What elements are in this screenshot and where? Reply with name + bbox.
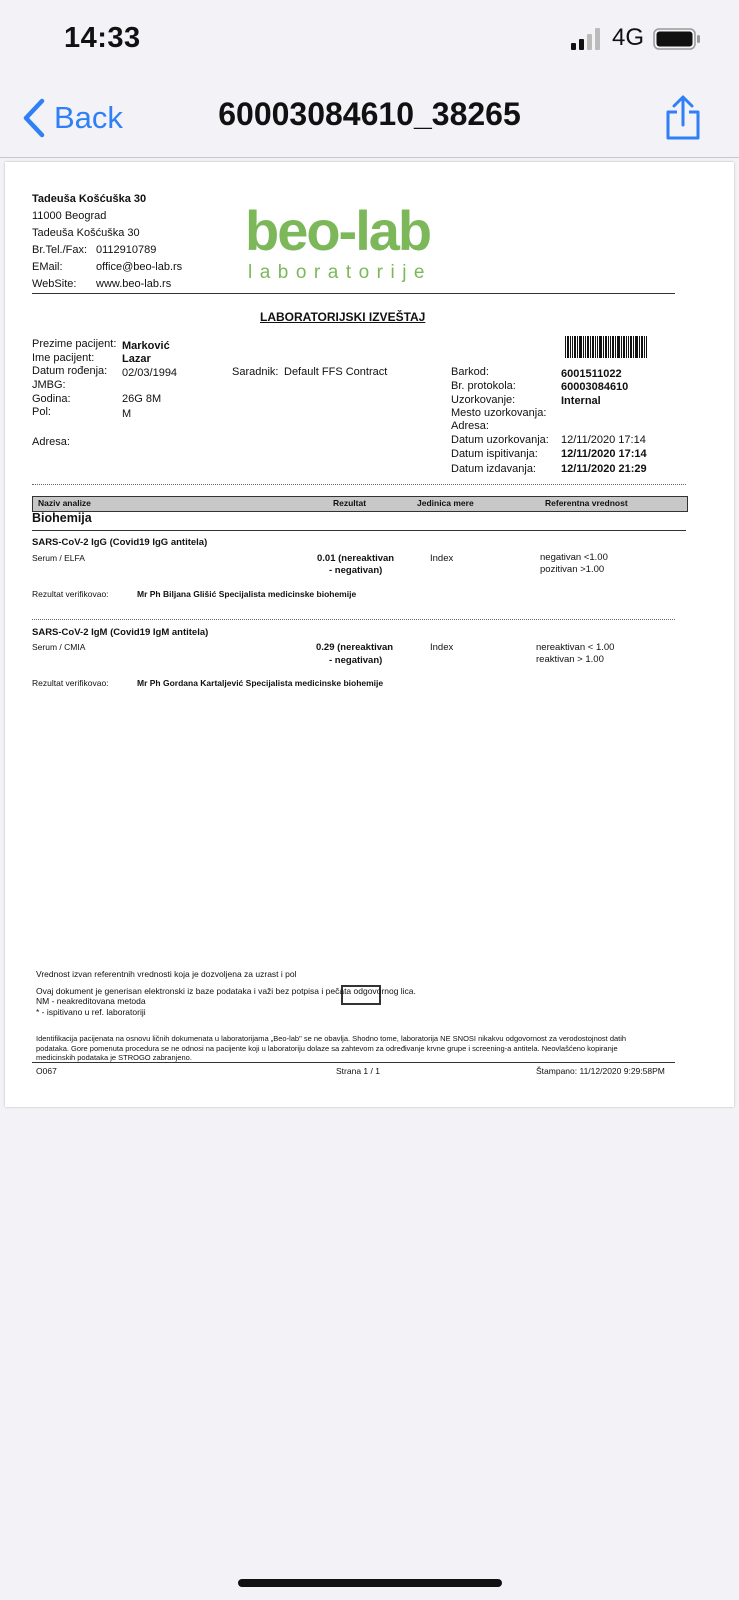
test-result — [317, 553, 394, 564]
section-title: Biohemija — [32, 511, 92, 525]
protocol-label: Br. protokola: — [451, 380, 516, 392]
name-value: Lazar — [122, 353, 151, 365]
beo-lab-logo-subtitle: laboratorije — [248, 262, 432, 283]
footer-note-1: Ovaj dokument je generisan elektronski iz baze podataka i važi bez potpisa i pečata odgovornog lica. — [36, 986, 416, 996]
barcode-label: Barkod: — [451, 366, 489, 378]
barcode-value: 6001511022 — [561, 368, 622, 380]
test-unit: Index — [430, 642, 454, 653]
lab-tel-label: Br.Tel./Fax: — [32, 244, 88, 256]
disclaimer-line-3: medicinskih podataka je STROGO zabranjeno. — [36, 1053, 192, 1062]
test-result — [316, 642, 393, 653]
results-table-header — [32, 496, 688, 512]
associate-value: Default FFS Contract — [284, 366, 388, 378]
section-divider — [32, 530, 686, 531]
reference-line-2: reaktivan > 1.00 — [536, 654, 604, 665]
name-label: Ime pacijent: — [32, 352, 95, 364]
age-label: Godina: — [32, 393, 71, 405]
result-value: 0.29 — [316, 642, 335, 653]
patient-address-label: Adresa: — [32, 436, 70, 448]
status-time: 14:33 — [64, 22, 141, 54]
sampling-date-value: 12/11/2020 17:14 — [561, 434, 646, 446]
test-sample-type: Serum / CMIA — [32, 642, 86, 652]
back-label: Back — [54, 100, 123, 135]
dob-label: Datum rođenja: — [32, 365, 108, 377]
test-divider — [32, 619, 675, 620]
page-number: Strana 1 / 1 — [336, 1066, 380, 1076]
pdf-page[interactable] — [5, 162, 734, 1107]
share-icon[interactable] — [664, 95, 702, 141]
col-header-unit: Jedinica mere — [417, 498, 474, 508]
verified-by: Mr Ph Biljana Glišić Specijalista medicinske biohemije — [137, 589, 357, 599]
surname-value: Marković — [122, 340, 170, 352]
sampling-label: Uzorkovanje: — [451, 394, 516, 406]
form-code: O067 — [36, 1066, 57, 1076]
result-text-2: - negativan) — [329, 565, 383, 576]
lab-tel: 0112910789 — [96, 244, 157, 256]
age-value: 26G 8M — [122, 393, 162, 405]
sampling-value: Internal — [561, 395, 601, 407]
verified-label: Rezultat verifikovao: — [32, 678, 109, 688]
reference-line-1: nereaktivan < 1.00 — [536, 642, 615, 653]
test-sample-type: Serum / ELFA — [32, 553, 85, 563]
lab-email-label: EMail: — [32, 261, 63, 273]
footer-note-3: * - ispitivano u ref. laboratoriji — [36, 1007, 146, 1017]
lab-address-line1: Tadeuša Košćuška 30 — [32, 193, 147, 205]
reference-line-2: pozitivan >1.00 — [540, 564, 605, 575]
cellular-signal-icon — [571, 28, 603, 50]
header-divider — [32, 293, 675, 294]
printed-timestamp: Štampano: 11/12/2020 9:29:58PM — [536, 1066, 665, 1076]
test-name: SARS-CoV-2 IgM (Covid19 IgM antitela) — [32, 627, 209, 638]
result-text: (nereaktivan — [337, 642, 394, 653]
sample-address-label: Adresa: — [451, 420, 489, 432]
dotted-divider — [32, 484, 686, 485]
col-header-analysis: Naziv analize — [38, 498, 91, 508]
lab-address-line2: 11000 Beograd — [32, 210, 107, 222]
beo-lab-logo: beo-lab — [245, 199, 431, 262]
col-header-result: Rezultat — [333, 498, 367, 508]
result-text: (nereaktivan — [338, 553, 395, 564]
disclaimer-line-2: podataka. Gore pomenuta procedura se ne odnosi na pacijente koji u laboratoriju dolaze sa zahtevom za određivanje krvne grupe i screening-a antitela. Neovlašćeno kopiranje — [36, 1044, 618, 1053]
associate-label: Saradnik: — [232, 366, 279, 378]
test-date-value: 12/11/2020 17:14 — [561, 448, 647, 460]
jmbg-label: JMBG: — [32, 379, 66, 391]
issue-date-value: 12/11/2020 21:29 — [561, 463, 647, 475]
battery-icon — [653, 28, 701, 50]
disclaimer-line-1: Identifikacija pacijenata na osnovu ličnih dokumenata u laboratorijama „Beo-lab" se ne obavlja. Shodno tome, laboratorija NE SNOSI nikakvu odgovornost za verodostojnost datih — [36, 1034, 627, 1043]
legend-text: Vrednost izvan referentnih vrednosti koja je dozvoljena za uzrast i pol — [36, 969, 297, 979]
lab-web-label: WebSite: — [32, 278, 77, 290]
test-unit: Index — [430, 553, 454, 564]
nav-divider — [0, 157, 739, 158]
footer-note-2: NM - neakreditovana metoda — [36, 996, 146, 1006]
document-title: 60003084610_38265 — [218, 96, 521, 132]
sex-value: M — [122, 408, 132, 420]
sampling-place-label: Mesto uzorkovanja: — [451, 407, 547, 419]
lab-email: office@beo-lab.rs — [96, 261, 183, 273]
issue-date-label: Datum izdavanja: — [451, 463, 536, 475]
test-date-label: Datum ispitivanja: — [451, 448, 538, 460]
home-indicator[interactable] — [238, 1579, 502, 1587]
sampling-date-label: Datum uzorkovanja: — [451, 434, 549, 446]
reference-line-1: negativan <1.00 — [540, 552, 608, 563]
network-type: 4G — [612, 24, 645, 51]
lab-address-line3: Tadeuša Košćuška 30 — [32, 227, 140, 239]
result-text-2: - negativan) — [329, 655, 383, 666]
protocol-value: 60003084610 — [561, 381, 629, 393]
report-title: LABORATORIJSKI IZVEŠTAJ — [260, 310, 426, 324]
barcode-image — [565, 336, 647, 358]
verified-label: Rezultat verifikovao: — [32, 589, 109, 599]
col-header-reference: Referentna vrednost — [545, 498, 628, 508]
result-value: 0.01 — [317, 553, 336, 564]
lab-web: www.beo-lab.rs — [96, 278, 172, 290]
test-name: SARS-CoV-2 IgG (Covid19 IgG antitela) — [32, 537, 208, 548]
dob-value: 02/03/1994 — [122, 367, 178, 379]
footer-divider — [32, 1062, 675, 1063]
surname-label: Prezime pacijent: — [32, 338, 117, 350]
verified-by: Mr Ph Gordana Kartaljević Specijalista medicinske biohemije — [137, 678, 384, 688]
sex-label: Pol: — [32, 406, 51, 418]
